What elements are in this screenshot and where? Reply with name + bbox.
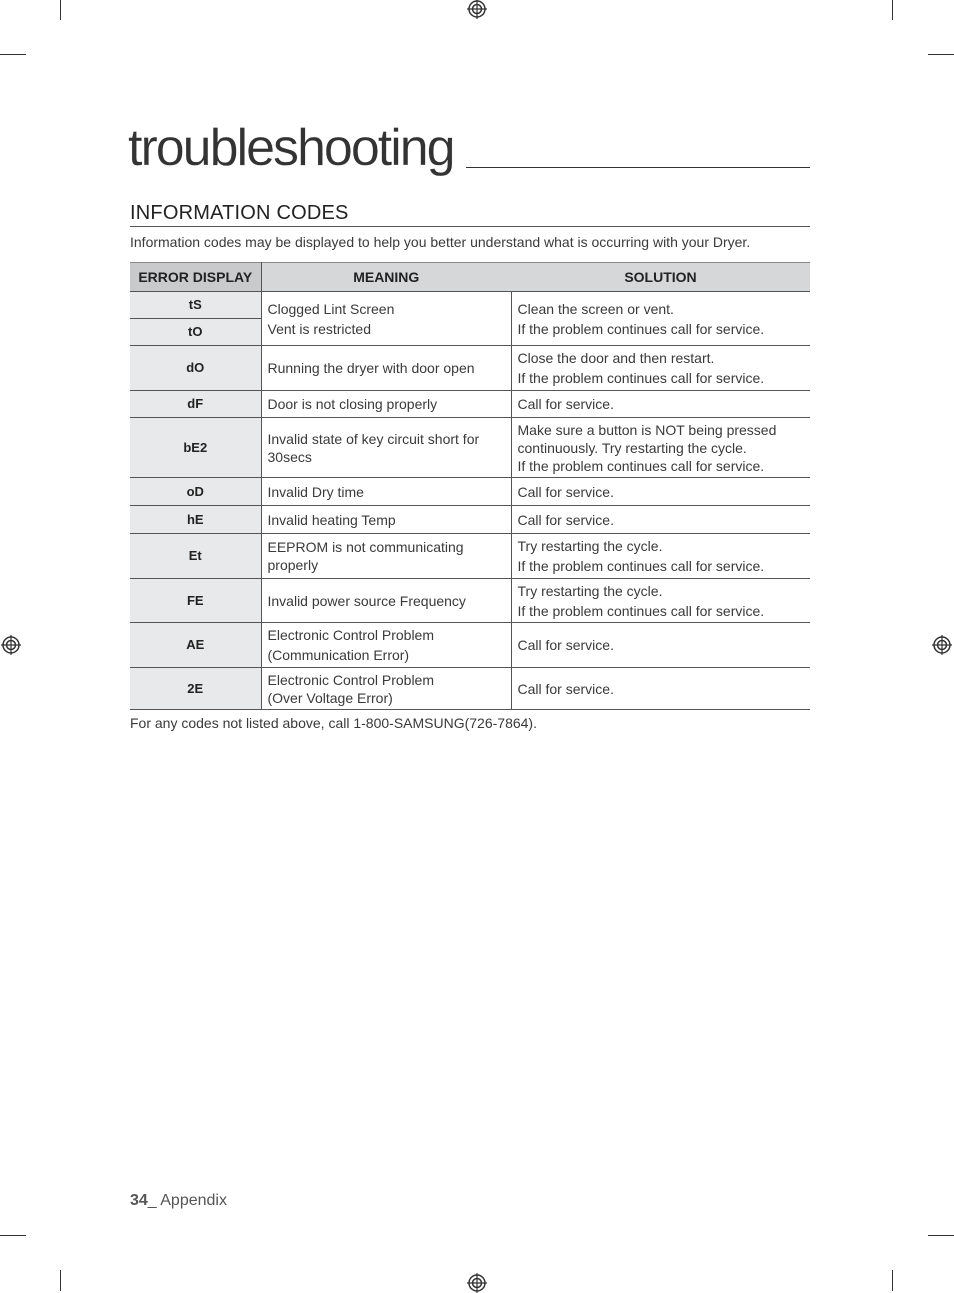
meaning-cell — [261, 579, 511, 623]
meaning-line: 30secs — [267, 448, 312, 465]
meaning-line: Invalid state of key circuit short for — [267, 430, 480, 447]
crop-mark — [892, 1270, 893, 1291]
table-row — [130, 534, 810, 579]
registration-mark-icon — [467, 1273, 487, 1293]
meaning-line: Invalid Dry time — [267, 483, 364, 500]
solution-line: Try restarting the cycle. — [517, 582, 663, 599]
intro-text: Information codes may be displayed to help you better understand what is occurring with your Dryer. — [130, 234, 751, 250]
meaning-line: properly — [267, 557, 319, 573]
solution-cell — [511, 579, 810, 623]
meaning-cell — [261, 292, 511, 346]
solution-line: If the problem continues call for service. — [517, 320, 765, 337]
solution-line: Try restarting the cycle. — [517, 538, 663, 554]
solution-line: If the problem continues call for service. — [517, 602, 765, 619]
error-code: FE — [130, 579, 261, 623]
solution-cell — [511, 391, 810, 418]
table-header-row — [130, 263, 810, 292]
solution-cell — [511, 506, 810, 534]
solution-cell — [511, 534, 810, 579]
crop-mark — [0, 54, 26, 55]
error-code: hE — [130, 506, 261, 534]
error-code: dF — [130, 391, 261, 418]
solution-line: Call for service. — [517, 483, 614, 500]
footer-section: _ Appendix — [147, 1192, 227, 1209]
page-footer — [130, 1192, 227, 1210]
solution-line: Call for service. — [517, 637, 614, 653]
table-row — [130, 579, 810, 623]
page-number: 34 — [130, 1192, 148, 1209]
error-code: Et — [130, 534, 261, 579]
meaning-line: Clogged Lint Screen — [267, 300, 395, 317]
meaning-line: EEPROM is not communicating — [267, 539, 464, 555]
solution-cell — [511, 623, 810, 668]
table-row — [130, 292, 810, 319]
solution-cell — [511, 668, 810, 710]
solution-line: Call for service. — [517, 511, 614, 528]
solution-line: Clean the screen or vent. — [517, 300, 674, 317]
meaning-line: Running the dryer with door open — [267, 360, 475, 376]
solution-line: Close the door and then restart. — [517, 350, 715, 366]
meaning-cell — [261, 391, 511, 418]
meaning-line: Invalid heating Temp — [267, 511, 396, 528]
meaning-line: Invalid power source Frequency — [267, 592, 466, 609]
crop-mark — [892, 0, 893, 20]
table-row — [130, 623, 810, 668]
solution-cell — [511, 418, 810, 478]
meaning-cell — [261, 346, 511, 391]
title-rule — [466, 167, 810, 168]
table-row — [130, 478, 810, 506]
crop-mark — [928, 1235, 954, 1236]
registration-mark-icon — [932, 635, 952, 655]
information-codes-table — [130, 262, 810, 710]
solution-line: Make sure a button is NOT being pressed — [517, 421, 777, 438]
registration-mark-icon — [467, 0, 487, 19]
error-code: AE — [130, 623, 261, 668]
table-row — [130, 418, 810, 478]
solution-line: Call for service. — [517, 680, 614, 697]
meaning-line: Vent is restricted — [267, 320, 371, 337]
meaning-cell — [261, 623, 511, 668]
meaning-line: Electronic Control Problem — [267, 627, 435, 643]
crop-mark — [928, 54, 954, 55]
meaning-cell — [261, 534, 511, 579]
meaning-line: (Communication Error) — [267, 647, 410, 663]
table-row — [130, 506, 810, 534]
solution-line: If the problem continues call for service. — [517, 457, 765, 474]
error-code: tS — [130, 292, 261, 319]
error-code: oD — [130, 478, 261, 506]
registration-mark-icon — [1, 635, 21, 655]
page-title: troubleshooting — [128, 119, 454, 177]
solution-cell — [511, 292, 810, 346]
table-row — [130, 668, 810, 710]
solution-line: continuously. Try restarting the cycle. — [517, 439, 747, 456]
meaning-line: (Over Voltage Error) — [267, 689, 393, 706]
error-code: tO — [130, 319, 261, 346]
table-row — [130, 346, 810, 391]
meaning-cell — [261, 418, 511, 478]
solution-cell — [511, 346, 810, 391]
meaning-cell — [261, 668, 511, 710]
error-code: dO — [130, 346, 261, 391]
table-row — [130, 391, 810, 418]
crop-mark — [0, 1235, 26, 1236]
solution-line: If the problem continues call for service. — [517, 558, 765, 574]
footnote: For any codes not listed above, call 1-800-SAMSUNG(726-7864). — [130, 715, 537, 731]
error-code: 2E — [130, 668, 261, 710]
meaning-cell — [261, 478, 511, 506]
meaning-line: Electronic Control Problem — [267, 671, 435, 688]
crop-mark — [60, 1270, 61, 1291]
section-heading: INFORMATION CODES — [130, 202, 349, 224]
meaning-cell — [261, 506, 511, 534]
section-rule — [130, 226, 810, 227]
header-meaning: MEANING — [261, 263, 511, 292]
solution-cell — [511, 478, 810, 506]
crop-mark — [60, 0, 61, 20]
solution-line: If the problem continues call for service. — [517, 370, 765, 386]
error-code: bE2 — [130, 418, 261, 478]
header-solution: SOLUTION — [511, 263, 810, 292]
solution-line: Call for service. — [517, 396, 614, 412]
meaning-line: Door is not closing properly — [267, 396, 438, 412]
header-error-display: ERROR DISPLAY — [130, 263, 261, 292]
